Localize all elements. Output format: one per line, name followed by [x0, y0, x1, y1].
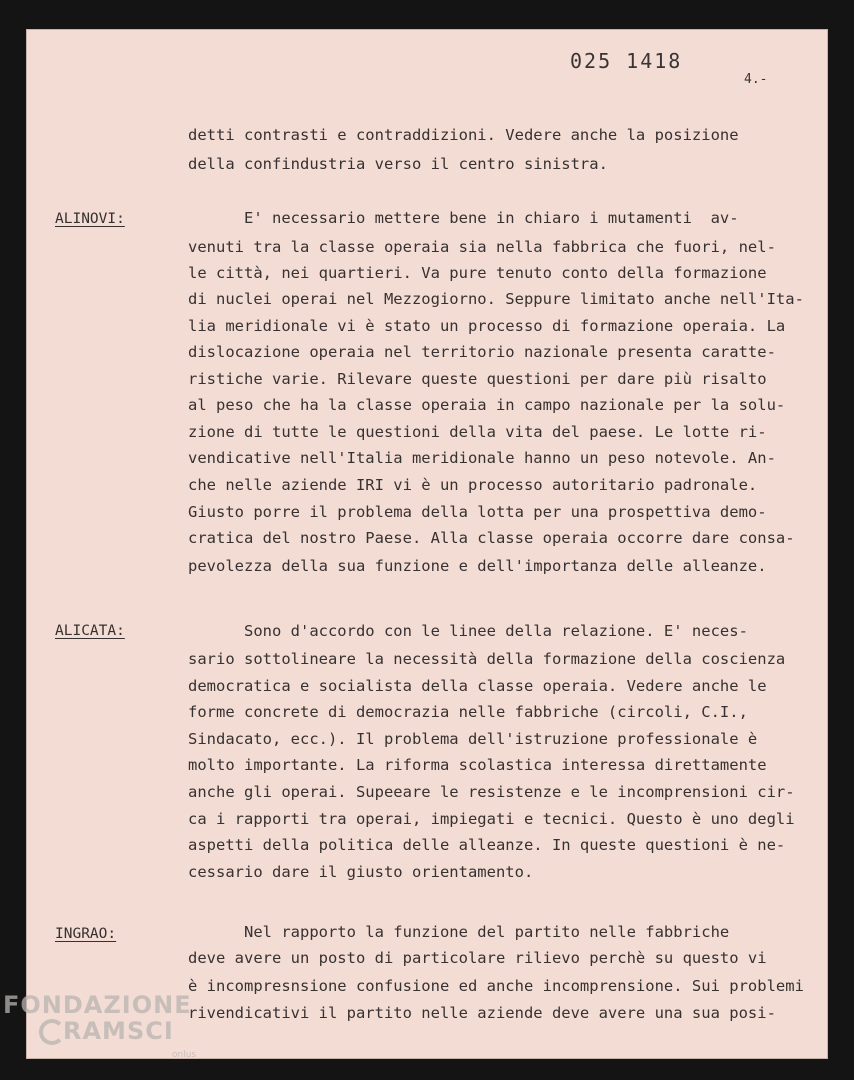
fondazione-gramsci-watermark [3, 992, 192, 1044]
text-line: della confindustria verso il centro sinistra. [188, 155, 608, 173]
text-line: forme concrete di democrazia nelle fabbriche (circoli, C.I., [188, 703, 748, 721]
text-line: che nelle aziende IRI vi è un processo autoritario padronale. [188, 476, 758, 494]
text-line: Sono d'accordo con le linee della relazione. E' neces- [188, 622, 748, 640]
text-line: Giusto porre il problema della lotta per una prospettiva demo- [188, 503, 767, 521]
text-line: rivendicativi il partito nelle aziende deve avere una sua posi- [188, 1004, 776, 1022]
text-line: democratica e socialista della classe operaia. Vedere anche le [188, 677, 767, 695]
document-number: 025 1418 [570, 49, 683, 73]
text-line: lia meridionale vi è stato un processo di formazione operaia. La [188, 317, 786, 335]
page-number: 4.- [744, 72, 768, 87]
text-line: pevolezza della sua funzione e dell'importanza delle alleanze. [188, 557, 767, 575]
speaker-ingrao: INGRAO: [55, 926, 117, 942]
text-line: aspetti della politica delle alleanze. In queste questioni è ne- [188, 836, 786, 854]
watermark-line2: RAMSCI [63, 1017, 174, 1045]
text-line: anche gli operai. Supeeare le resistenze e le incomprensioni cir- [188, 783, 795, 801]
text-line: dislocazione operaia nel territorio nazionale presenta caratte- [188, 343, 776, 361]
text-line: cessario dare il giusto orientamento. [188, 863, 534, 881]
watermark-onlus: onlus [172, 1050, 197, 1060]
document-page [26, 29, 828, 1059]
text-line: deve avere un posto di particolare rilievo perchè su questo vi [188, 949, 767, 967]
g-logo-icon [39, 1019, 65, 1045]
text-line: di nuclei operai nel Mezzogiorno. Seppure limitato anche nell'Ita- [188, 290, 804, 308]
text-line: sario sottolineare la necessità della formazione della coscienza [188, 650, 786, 668]
text-line: al peso che ha la classe operaia in campo nazionale per la solu- [188, 396, 786, 414]
text-line: ca i rapporti tra operai, impiegati e tecnici. Questo è uno degli [188, 810, 795, 828]
text-line: E' necessario mettere bene in chiaro i mutamenti av- [188, 209, 739, 227]
text-line: le città, nei quartieri. Va pure tenuto conto della formazione [188, 264, 767, 282]
text-line: detti contrasti e contraddizioni. Vedere anche la posizione [188, 126, 739, 144]
text-line: cratica del nostro Paese. Alla classe operaia occorre dare consa- [188, 529, 795, 547]
text-line: zione di tutte le questioni della vita del paese. Le lotte ri- [188, 423, 767, 441]
speaker-alicata: ALICATA: [55, 623, 125, 639]
text-line: molto importante. La riforma scolastica interessa direttamente [188, 756, 767, 774]
text-line: è incompresnsione confusione ed anche incomprensione. Sui problemi [188, 977, 804, 995]
text-line: vendicative nell'Italia meridionale hanno un peso notevole. An- [188, 449, 776, 467]
text-line: Sindacato, ecc.). Il problema dell'istruzione professionale è [188, 730, 758, 748]
speaker-alinovi: ALINOVI: [55, 211, 125, 227]
text-line: ristiche varie. Rilevare queste questioni per dare più risalto [188, 370, 767, 388]
text-line: venuti tra la classe operaia sia nella fabbrica che fuori, nel- [188, 238, 776, 256]
text-line: Nel rapporto la funzione del partito nelle fabbriche [188, 923, 730, 941]
watermark-line1: FONDAZIONE [3, 991, 192, 1019]
